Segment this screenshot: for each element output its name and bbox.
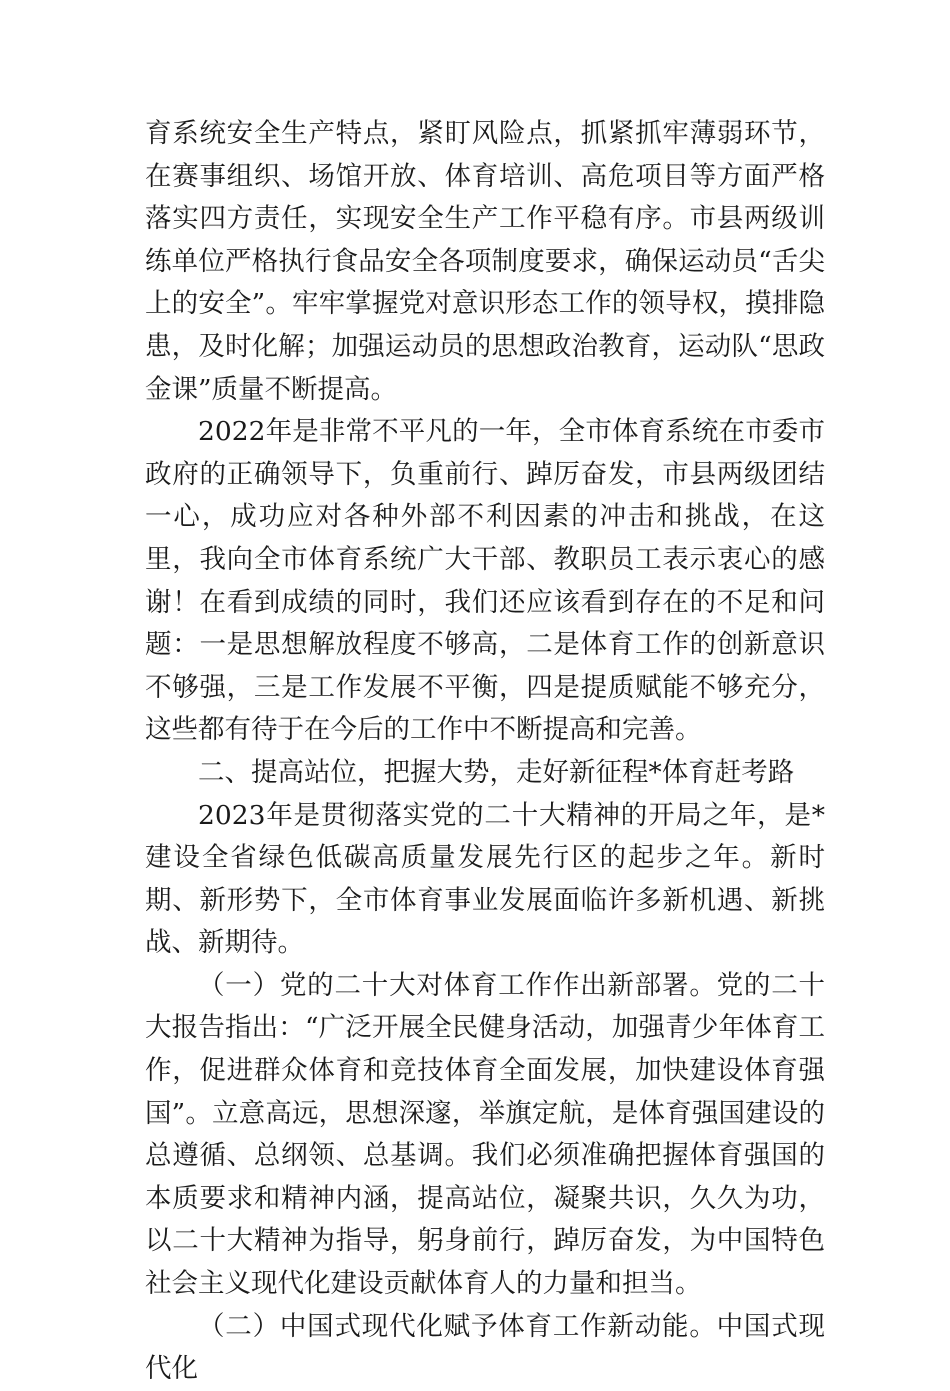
paragraph-subsection-one: （一）党的二十大对体育工作作出新部署。党的二十大报告指出：“广泛开展全民健身活动，加强青少年体育工作，促进群众体育和竞技体育全面发展，加快建设体育强国”。立意高远，思想深邃，举旗定航，是体育强国建设的总遵循、总纲领、总基调。我们必须准确把握体育强国的本质要求和精神内涵，提高站位，凝聚共识，久久为功，以二十大精神为指导，躬身前行，踔厉奋发，为中国特色社会主义现代化建设贡献体育人的力量和担当。 [145, 969, 825, 1300]
document-body [145, 113, 825, 1391]
paragraph-safety-work: 育系统安全生产特点，紧盯风险点，抓紧抓牢薄弱环节，在赛事组织、场馆开放、体育培训、高危项目等方面严格落实四方责任，实现安全生产工作平稳有序。市县两级训练单位严格执行食品安全各项制度要求，确保运动员“舌尖上的安全”。牢牢掌握党对意识形态工作的领导权，摸排隐患，及时化解；加强运动员的思想政治教育，运动队“思政金课”质量不断提高。 [145, 118, 825, 405]
paragraph-2022-review: 2022年是非常不平凡的一年，全市体育系统在市委市政府的正确领导下，负重前行、踔厉奋发，市县两级团结一心，成功应对各种外部不利因素的冲击和挑战，在这里，我向全市体育系统广大干部、教职员工表示衷心的感谢！在看到成绩的同时，我们还应该看到存在的不足和问题：一是思想解放程度不够高，二是体育工作的创新意识不够强，三是工作发展不平衡，四是提质赋能不够充分，这些都有待于在今后的工作中不断提高和完善。 [145, 416, 825, 746]
paragraph-2023-outlook: 2023年是贯彻落实党的二十大精神的开局之年，是*建设全省绿色低碳高质量发展先行区的起步之年。新时期、新形势下，全市体育事业发展面临许多新机遇、新挑战、新期待。 [145, 799, 825, 959]
paragraph-subsection-two: （二）中国式现代化赋予体育工作新动能。中国式现代化 [145, 1310, 825, 1385]
section-heading-two: 二、提高站位，把握大势，走好新征程*体育赶考路 [198, 756, 795, 788]
